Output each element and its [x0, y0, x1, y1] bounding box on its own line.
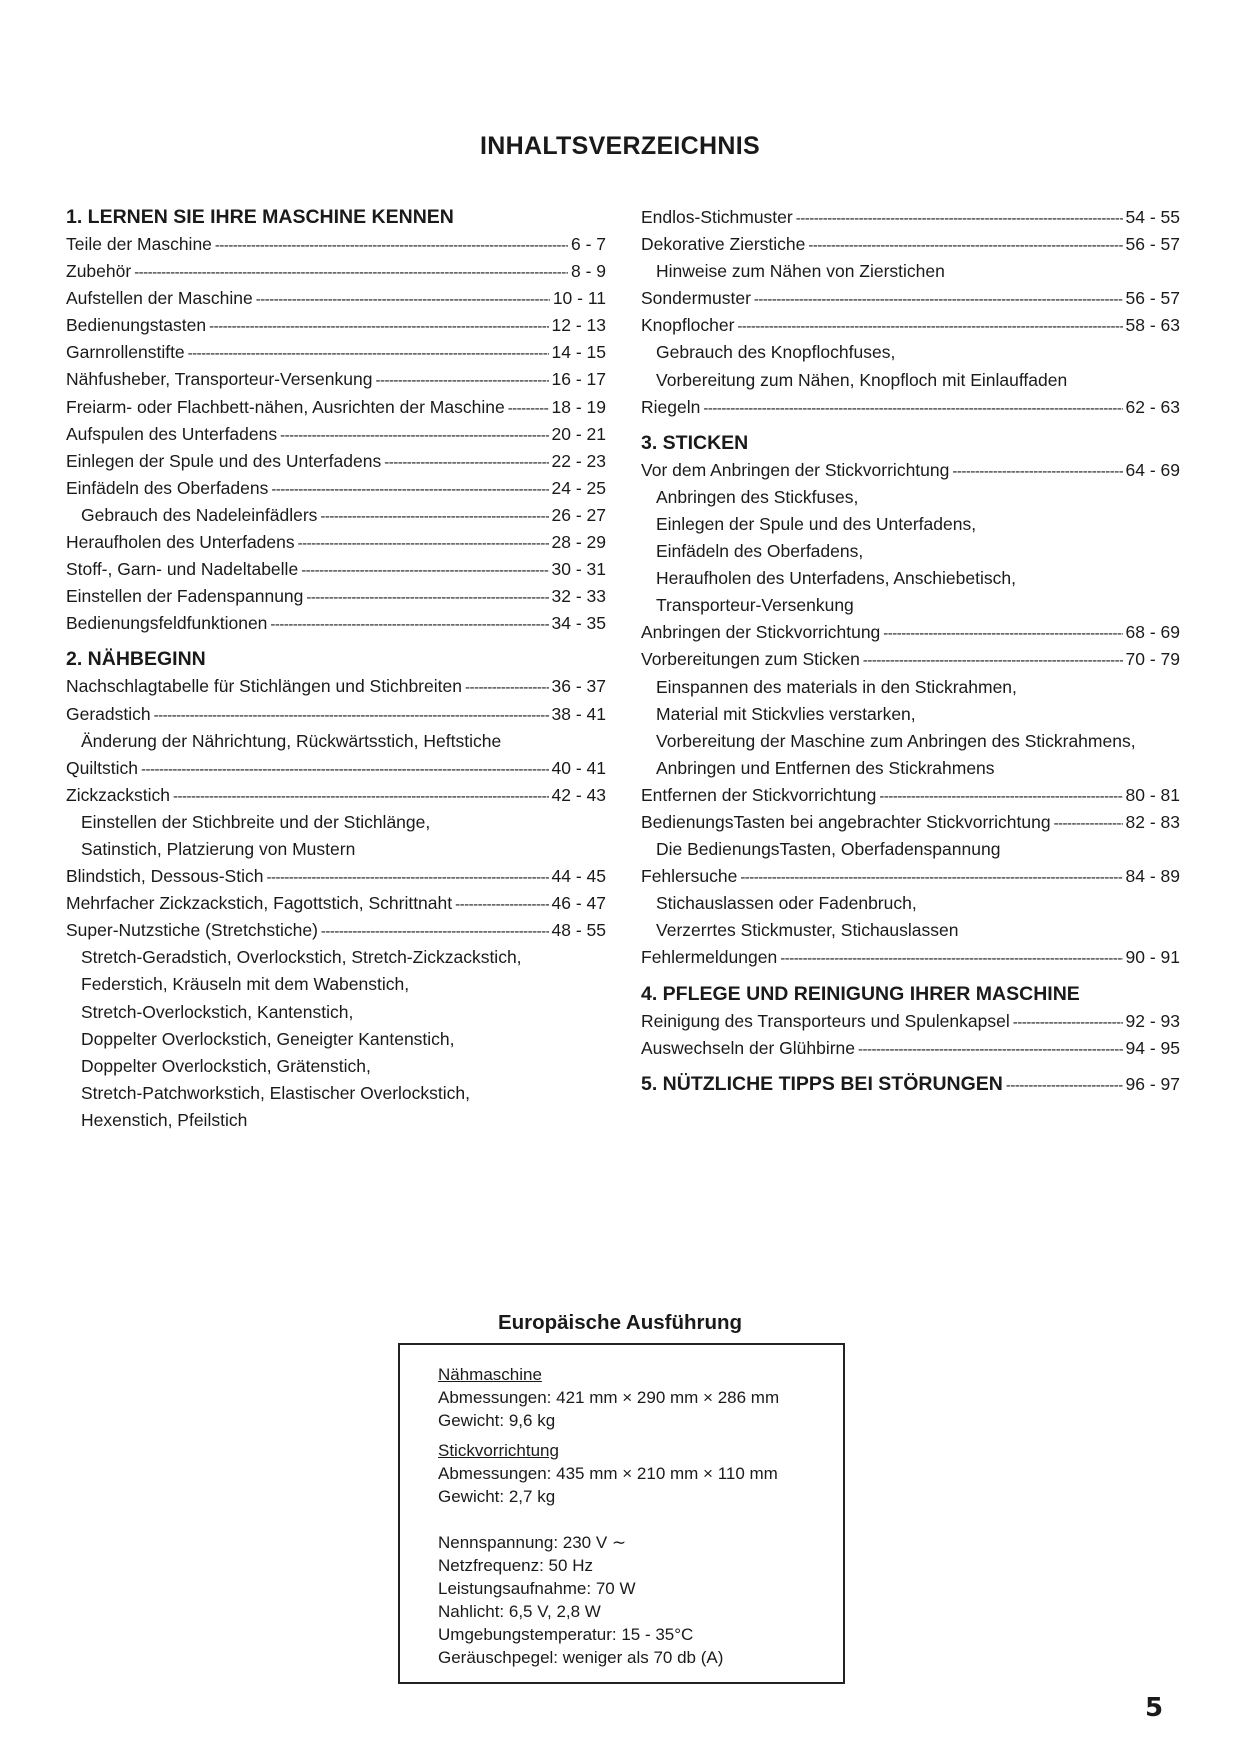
toc-entry-pages: 62 - 63 — [1125, 396, 1180, 417]
dot-leader — [306, 584, 548, 611]
dot-leader — [754, 286, 1123, 313]
toc-entry-pages: 48 - 55 — [551, 920, 606, 941]
toc-entry — [66, 583, 606, 610]
toc-entry — [66, 394, 606, 421]
toc-entry-title: Nachschlagtabelle für Stichlängen und Stichbreiten — [66, 676, 462, 697]
section-heading: 1. LERNEN SIE IHRE MASCHINE KENNEN — [66, 206, 454, 228]
toc-entry-pages: 12 - 13 — [551, 315, 606, 336]
toc-entry — [66, 917, 606, 944]
toc-entry-title: Super-Nutzstiche (Stretchstiche) — [66, 920, 318, 941]
dot-leader — [298, 530, 549, 557]
toc-entry-pages: 42 - 43 — [551, 784, 606, 805]
toc-subtopics: Hexenstich, Pfeilstich — [81, 1109, 248, 1130]
spec-title: Europäische Ausführung — [497, 1311, 743, 1334]
toc-entry-pages: 92 - 93 — [1125, 1010, 1180, 1031]
toc-entry — [641, 782, 1180, 809]
toc-entry-title: BedienungsTasten bei angebrachter Stickvorrichtung — [641, 811, 1051, 832]
toc-entry-title: Bedienungsfeldfunktionen — [66, 613, 268, 634]
dot-leader — [508, 395, 549, 422]
spec-voltage: Nennspannung: 230 V ∼ — [438, 1533, 627, 1552]
dot-leader — [173, 783, 548, 810]
section-heading: 4. PFLEGE UND REINIGUNG IHRER MASCHINE — [641, 982, 1080, 1005]
toc-entry-title: Einstellen der Fadenspannung — [66, 586, 304, 607]
dot-leader — [301, 557, 548, 584]
toc-entry — [641, 285, 1180, 312]
toc-subtopics: Änderung der Nährichtung, Rückwärtsstich, Heftstiche — [81, 730, 502, 751]
toc-entry-pages: 34 - 35 — [551, 613, 606, 634]
dot-leader — [883, 620, 1122, 647]
dot-leader — [271, 476, 548, 503]
toc-subtopics: Gebrauch des Knopflochfuses, — [656, 342, 896, 363]
toc-subtopics: Verzerrtes Stickmuster, Stichauslassen — [656, 920, 959, 941]
dot-leader — [266, 864, 548, 891]
toc-entry-title: Zubehör — [66, 261, 132, 282]
toc-entry-pages: 24 - 25 — [551, 477, 606, 498]
toc-entry-title: Reinigung des Transporteurs und Spulenkapsel — [641, 1010, 1010, 1031]
toc-entry — [66, 448, 606, 475]
toc-entry — [641, 231, 1180, 258]
dot-leader — [209, 313, 548, 340]
toc-entry-pages: 28 - 29 — [551, 532, 606, 553]
toc-entry-pages: 82 - 83 — [1125, 811, 1180, 832]
dot-leader — [154, 702, 549, 729]
toc-entry-title: Einlegen der Spule und des Unterfadens — [66, 450, 382, 471]
toc-entry — [641, 1035, 1180, 1062]
toc-entry-title: Dekorative Zierstiche — [641, 234, 806, 255]
dot-leader — [375, 367, 548, 394]
spec-noise: Geräuschpegel: weniger als 70 db (A) — [438, 1648, 724, 1667]
toc-subtopics: Anbringen und Entfernen des Stickrahmens — [656, 757, 995, 778]
toc-entry — [66, 701, 606, 728]
toc-entry-pages: 80 - 81 — [1125, 784, 1180, 805]
toc-entry-title: Heraufholen des Unterfadens — [66, 532, 295, 553]
toc-entry-title: Teile der Maschine — [66, 234, 212, 254]
toc-entry-pages: 16 - 17 — [551, 369, 606, 390]
dot-leader — [280, 422, 548, 449]
toc-subtopics: Vorbereitung der Maschine zum Anbringen des Stickrahmens, — [656, 730, 1136, 751]
toc-entry — [66, 366, 606, 393]
toc-entry — [641, 394, 1180, 421]
toc-entry-title: Bedienungstasten — [66, 315, 207, 336]
toc-entry-pages: 40 - 41 — [551, 757, 606, 778]
toc-entry-pages: 8 - 9 — [570, 261, 606, 282]
toc-entry-title: Einfädeln des Oberfadens — [66, 477, 269, 498]
toc-entry — [66, 610, 606, 637]
toc-entry — [66, 673, 606, 700]
page-number: 5 — [1145, 1693, 1164, 1723]
toc-entry-title: Fehlermeldungen — [641, 947, 778, 968]
dot-leader — [321, 918, 549, 945]
dot-leader — [270, 611, 548, 638]
dot-leader — [808, 232, 1122, 259]
toc-column-right — [641, 204, 1180, 1098]
spec-machine-weight: Gewicht: 9,6 kg — [438, 1411, 556, 1430]
dot-leader — [141, 756, 549, 783]
toc-entry-pages: 56 - 57 — [1125, 234, 1180, 255]
toc-entry — [66, 502, 606, 529]
dot-leader — [703, 395, 1122, 422]
toc-entry-title: Entfernen der Stickvorrichtung — [641, 784, 877, 805]
toc-subtopics: Einfädeln des Oberfadens, — [656, 541, 864, 562]
toc-entry-title: Aufstellen der Maschine — [66, 288, 253, 309]
toc-subtopics: Federstich, Kräuseln mit dem Wabenstich, — [81, 974, 410, 995]
toc-entry-pages: 96 - 97 — [1125, 1073, 1180, 1094]
toc-subtopics: Doppelter Overlockstich, Grätenstich, — [81, 1055, 371, 1076]
toc-entry-pages: 26 - 27 — [551, 504, 606, 525]
toc-entry — [66, 890, 606, 917]
toc-entry-title: Anbringen der Stickvorrichtung — [641, 622, 881, 643]
toc-entry-pages: 68 - 69 — [1125, 622, 1180, 643]
toc-entry — [66, 231, 606, 258]
dot-leader — [1013, 1009, 1123, 1036]
toc-column-left — [66, 204, 606, 1134]
spec-light: Nahlicht: 6,5 V, 2,8 W — [438, 1602, 601, 1621]
dot-leader — [1006, 1072, 1123, 1099]
toc-entry — [66, 285, 606, 312]
dot-leader — [858, 1036, 1123, 1063]
dot-leader — [320, 503, 548, 530]
toc-entry — [641, 646, 1180, 673]
spec-frequency: Netzfrequenz: 50 Hz — [438, 1556, 593, 1575]
toc-entry-pages: 94 - 95 — [1125, 1037, 1180, 1058]
toc-entry-title: Sondermuster — [641, 288, 751, 309]
toc-subtopics: Einstellen der Stichbreite und der Stichlänge, — [81, 811, 431, 832]
toc-subtopics: Vorbereitung zum Nähen, Knopfloch mit Einlauffaden — [656, 369, 1068, 390]
spec-box — [398, 1343, 845, 1684]
toc-entry-pages: 64 - 69 — [1125, 459, 1180, 480]
toc-entry-title: Fehlersuche — [641, 866, 738, 887]
toc-subtopics: Stichauslassen oder Fadenbruch, — [656, 893, 917, 914]
toc-entry-pages: 6 - 7 — [570, 234, 606, 254]
toc-entry-title: Quiltstich — [66, 757, 138, 778]
dot-leader — [1054, 810, 1123, 837]
toc-entry — [66, 556, 606, 583]
toc-entry-title: Garnrollenstifte — [66, 342, 185, 363]
toc-entry-title: Vorbereitungen zum Sticken — [641, 649, 860, 670]
toc-entry — [641, 457, 1180, 484]
page-title: INHALTSVERZEICHNIS — [480, 132, 760, 160]
dot-leader — [737, 313, 1122, 340]
dot-leader — [780, 945, 1122, 972]
dot-leader — [879, 783, 1122, 810]
toc-entry-title: Freiarm- oder Flachbett-nähen, Ausrichten der Maschine — [66, 396, 505, 417]
toc-entry-pages: 18 - 19 — [551, 396, 606, 417]
toc-entry-title: Gebrauch des Nadeleinfädlers — [81, 504, 318, 525]
toc-subtopics: Stretch-Overlockstich, Kantenstich, — [81, 1001, 354, 1022]
toc-subtopics: Satinstich, Platzierung von Mustern — [81, 838, 356, 859]
spec-embroidery-weight: Gewicht: 2,7 kg — [438, 1487, 556, 1506]
toc-entry — [66, 755, 606, 782]
toc-entry — [641, 944, 1180, 971]
toc-entry-pages: 56 - 57 — [1125, 288, 1180, 309]
toc-entry-title: Endlos-Stichmuster — [641, 207, 793, 227]
dot-leader — [215, 232, 568, 259]
section-heading: 2. NÄHBEGINN — [66, 648, 206, 671]
toc-entry-pages: 54 - 55 — [1125, 207, 1180, 227]
toc-entry-title: Blindstich, Dessous-Stich — [66, 866, 264, 887]
toc-entry — [66, 312, 606, 339]
toc-entry — [66, 863, 606, 890]
toc-entry-pages: 30 - 31 — [551, 559, 606, 580]
toc-entry-pages: 14 - 15 — [551, 342, 606, 363]
toc-entry — [641, 619, 1180, 646]
spec-machine-label: Nähmaschine — [438, 1365, 542, 1384]
toc-subtopics: Heraufholen des Unterfadens, Anschiebetisch, — [656, 568, 1016, 589]
toc-entry-title: Nähfusheber, Transporteur-Versenkung — [66, 369, 373, 390]
toc-subtopics: Einspannen des materials in den Stickrahmen, — [656, 676, 1017, 697]
toc-subtopics: Doppelter Overlockstich, Geneigter Kantenstich, — [81, 1028, 455, 1049]
dot-leader — [796, 205, 1123, 232]
toc-entry-title: Mehrfacher Zickzackstich, Fagottstich, Schrittnaht — [66, 893, 453, 914]
section-heading-entry — [641, 1071, 1180, 1098]
dot-leader — [134, 259, 568, 286]
spec-embroidery-label: Stickvorrichtung — [438, 1441, 559, 1460]
spec-power: Leistungsaufnahme: 70 W — [438, 1579, 636, 1598]
dot-leader — [455, 891, 548, 918]
toc-entry-title: Zickzackstich — [66, 784, 171, 805]
toc-entry-title: Aufspulen des Unterfadens — [66, 423, 278, 444]
toc-entry-pages: 32 - 33 — [551, 586, 606, 607]
toc-entry — [66, 339, 606, 366]
toc-subtopics: Anbringen des Stickfuses, — [656, 486, 859, 507]
toc-entry — [641, 312, 1180, 339]
spec-temperature: Umgebungstemperatur: 15 - 35°C — [438, 1625, 694, 1644]
toc-entry — [641, 863, 1180, 890]
toc-entry-pages: 22 - 23 — [551, 450, 606, 471]
spec-embroidery-dimensions: Abmessungen: 435 mm × 210 mm × 110 mm — [438, 1464, 778, 1483]
toc-entry — [66, 475, 606, 502]
toc-subtopics: Stretch-Patchworkstich, Elastischer Overlockstich, — [81, 1082, 471, 1103]
spec-machine-dimensions: Abmessungen: 421 mm × 290 mm × 286 mm — [438, 1388, 780, 1407]
toc-entry-pages: 10 - 11 — [552, 288, 606, 309]
toc-entry-pages: 70 - 79 — [1125, 649, 1180, 670]
toc-subtopics: Material mit Stickvlies verstarken, — [656, 703, 916, 724]
toc-entry-title: Stoff-, Garn- und Nadeltabelle — [66, 559, 299, 580]
dot-leader — [863, 647, 1123, 674]
toc-subtopics: Hinweise zum Nähen von Zierstichen — [656, 261, 945, 282]
toc-entry — [641, 1008, 1180, 1035]
toc-entry-title: Auswechseln der Glühbirne — [641, 1037, 856, 1058]
dot-leader — [740, 864, 1122, 891]
toc-entry-pages: 58 - 63 — [1125, 315, 1180, 336]
toc-entry-title: Geradstich — [66, 703, 151, 724]
dot-leader — [384, 449, 548, 476]
toc-entry — [66, 258, 606, 285]
toc-entry-title: Vor dem Anbringen der Stickvorrichtung — [641, 459, 950, 480]
toc-entry-pages: 84 - 89 — [1125, 866, 1180, 887]
toc-subtopics: Die BedienungsTasten, Oberfadenspannung — [656, 839, 1001, 860]
toc-entry — [66, 529, 606, 556]
dot-leader — [465, 674, 549, 701]
dot-leader — [188, 340, 549, 367]
toc-subtopics: Stretch-Geradstich, Overlockstich, Stretch-Zickzackstich, — [81, 947, 522, 968]
dot-leader — [952, 458, 1122, 485]
toc-entry-title: 5. NÜTZLICHE TIPPS BEI STÖRUNGEN — [641, 1072, 1003, 1095]
section-heading: 3. STICKEN — [641, 431, 749, 454]
toc-entry-title: Riegeln — [641, 396, 701, 417]
dot-leader — [256, 286, 550, 313]
toc-entry — [66, 782, 606, 809]
toc-entry — [66, 421, 606, 448]
toc-entry-pages: 44 - 45 — [551, 866, 606, 887]
toc-entry — [641, 809, 1180, 836]
toc-entry-pages: 36 - 37 — [551, 676, 606, 697]
toc-entry-pages: 38 - 41 — [551, 703, 606, 724]
toc-entry — [641, 204, 1180, 231]
toc-subtopics: Einlegen der Spule und des Unterfadens, — [656, 513, 977, 534]
toc-entry-title: Knopflocher — [641, 315, 735, 336]
toc-subtopics: Transporteur-Versenkung — [656, 595, 854, 616]
toc-entry-pages: 20 - 21 — [551, 423, 606, 444]
toc-entry-pages: 90 - 91 — [1125, 947, 1180, 968]
toc-entry-pages: 46 - 47 — [551, 893, 606, 914]
